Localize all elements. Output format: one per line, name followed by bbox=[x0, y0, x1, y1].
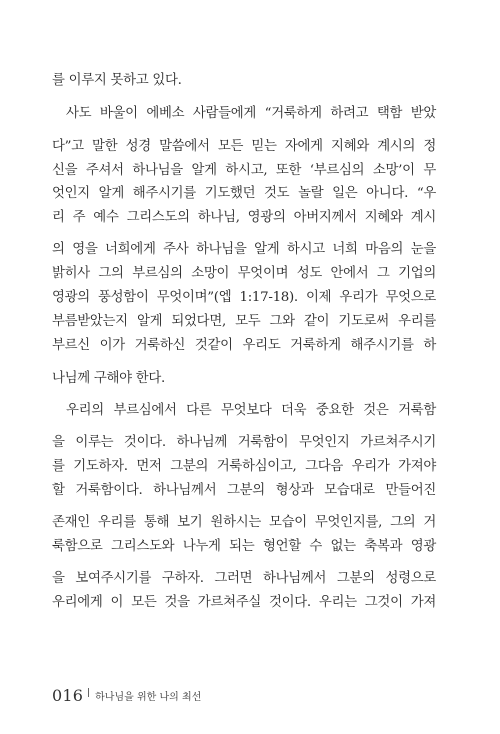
page-footer bbox=[52, 684, 201, 706]
body-line-16: 할 거룩함이다. 하나님께서 그분의 형상과 모습대로 만들어진 bbox=[52, 483, 436, 498]
body-line-11: 부르신 이가 거룩하신 것같이 우리도 거룩하게 해주시기를 하 bbox=[52, 338, 436, 353]
footer-divider bbox=[88, 688, 89, 697]
running-title: 하나님을 위한 나의 최선 bbox=[95, 692, 202, 703]
body-line-5: 엇인지 알게 해주시기를 기도했던 것도 놀랄 일은 아니다. “우 bbox=[52, 186, 436, 201]
body-line-4: 신을 주셔서 하나님을 알게 하시고, 또한 ‘부르심의 소망’이 무 bbox=[52, 163, 436, 178]
body-line-10: 부름받았는지 알게 되었다면, 모두 그와 같이 기도로써 우리를 bbox=[52, 314, 436, 329]
body-line-2: 사도 바울이 에베소 사람들에게 “거룩하게 하려고 택함 받았 bbox=[66, 106, 436, 121]
body-line-20: 우리에게 이 모든 것을 가르쳐주실 것이다. 우리는 그것이 가져 bbox=[52, 595, 436, 610]
body-line-9: 영광의 풍성함이 무엇이며”(엡 1:17-18). 이제 우리가 무엇으로 bbox=[52, 290, 436, 305]
body-line-14: 을 이루는 것이다. 하나님께 거룩함이 무엇인지 가르쳐주시기 bbox=[52, 435, 436, 450]
body-line-1: 를 이루지 못하고 있다. bbox=[52, 73, 182, 88]
page-number: 016 bbox=[52, 685, 84, 705]
body-line-13: 우리의 부르심에서 다른 무엇보다 더욱 중요한 것은 거룩함 bbox=[66, 403, 436, 418]
body-line-17: 존재인 우리를 통해 보기 원하시는 모습이 무엇인지를, 그의 거 bbox=[52, 515, 436, 530]
body-line-3: 다”고 말한 성경 말씀에서 모든 믿는 자에게 지혜와 계시의 정 bbox=[52, 139, 436, 154]
body-line-18: 룩함으로 그리스도와 나누게 되는 형언할 수 없는 축복과 영광 bbox=[52, 539, 436, 554]
body-line-8: 밝히사 그의 부르심의 소망이 무엇이며 성도 안에서 그 기업의 bbox=[52, 266, 436, 281]
body-line-7: 의 영을 너희에게 주사 하나님을 알게 하시고 너희 마음의 눈을 bbox=[52, 242, 436, 257]
body-line-15: 를 기도하자. 먼저 그분의 거룩하심이고, 그다음 우리가 가져야 bbox=[52, 459, 436, 474]
body-line-12: 나님께 구해야 한다. bbox=[52, 371, 165, 386]
body-line-19: 을 보여주시기를 구하자. 그러면 하나님께서 그분의 성령으로 bbox=[52, 571, 436, 586]
body-line-6: 리 주 예수 그리스도의 하나님, 영광의 아버지께서 지혜와 계시 bbox=[52, 210, 436, 225]
